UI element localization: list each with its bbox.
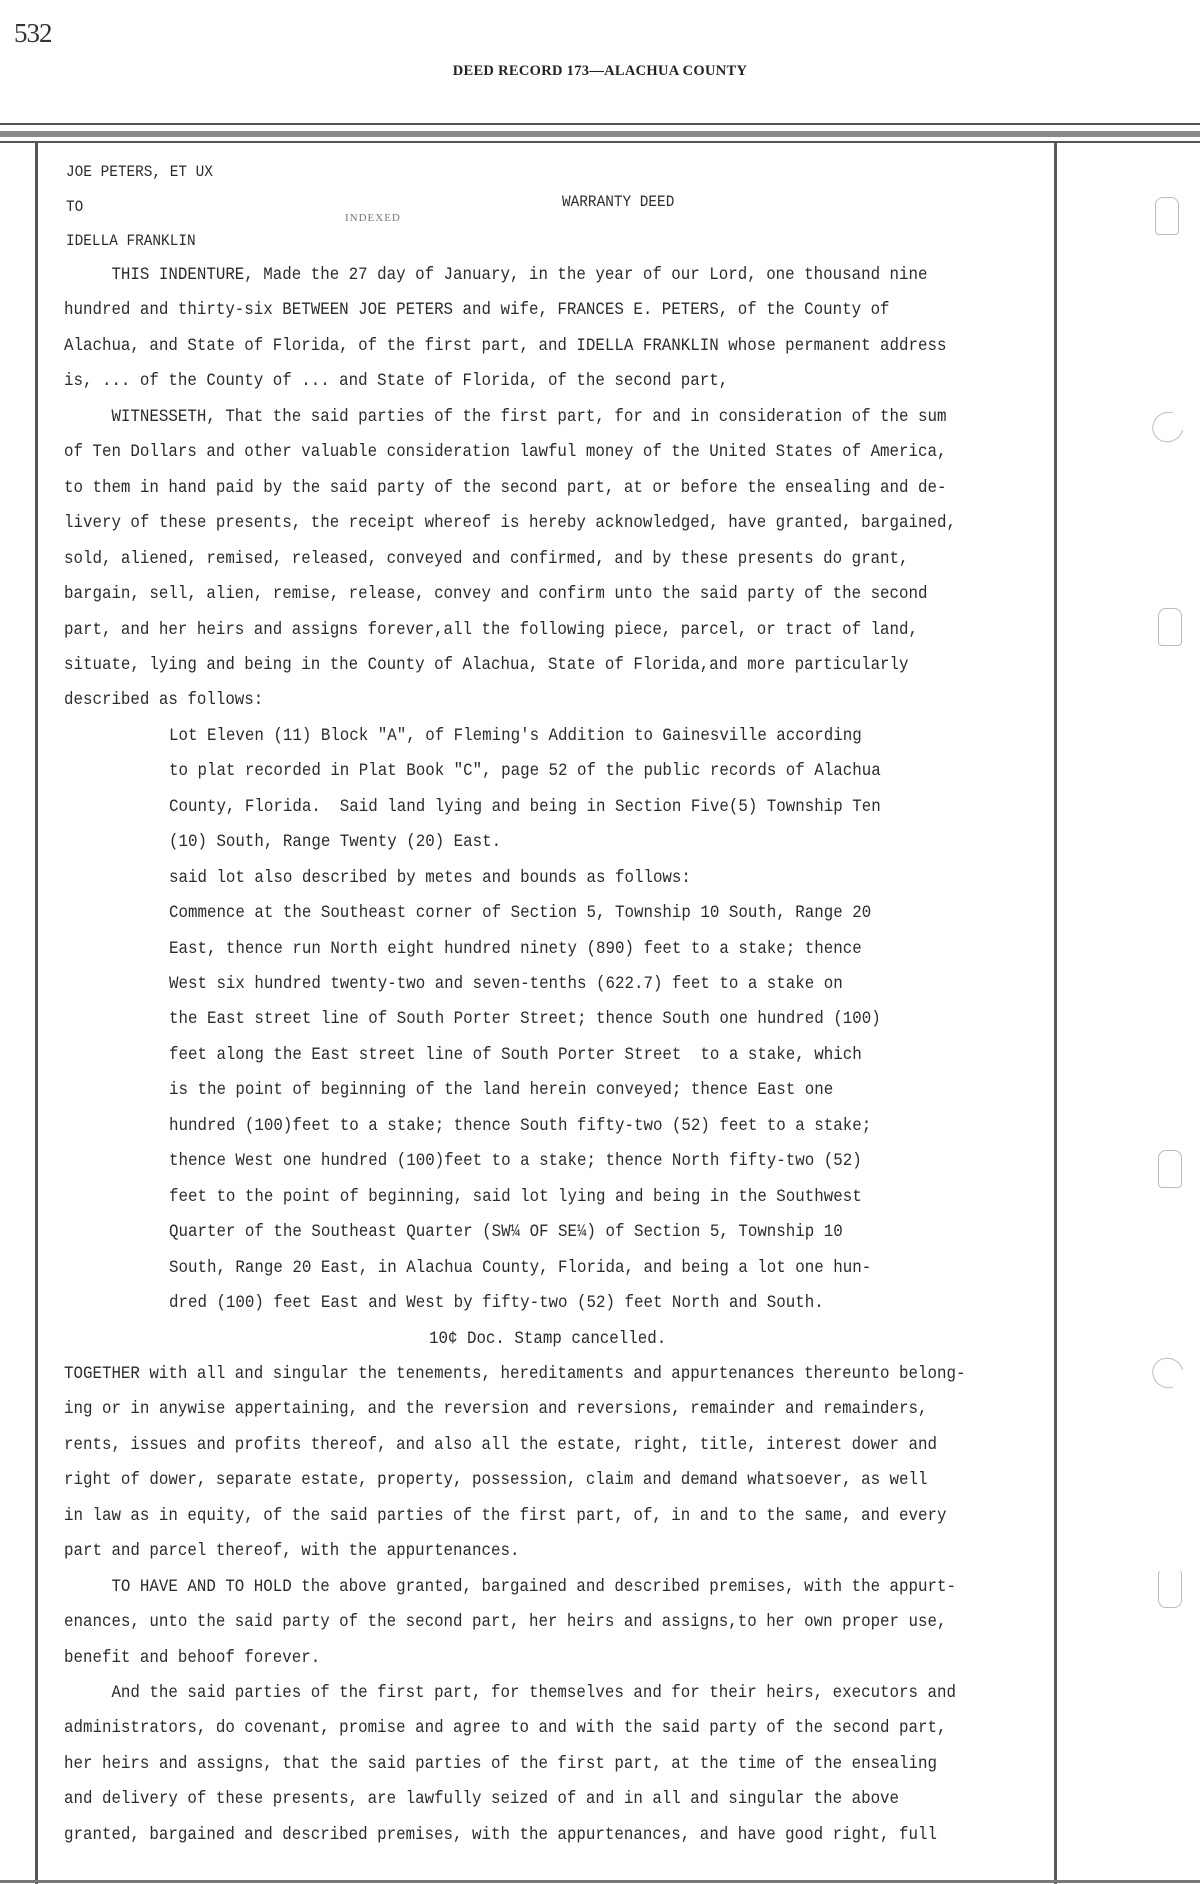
deed-text-line: part, and her heirs and assigns forever,all the following piece, parcel, or tract of land, (64, 620, 919, 640)
deed-text-line: bargain, sell, alien, remise, release, convey and confirm unto the said party of the second (64, 585, 928, 605)
legal-description-line: thence West one hundred (100)feet to a stake; thence North fifty-two (52) (169, 1152, 862, 1172)
binder-ring-icon (1147, 1352, 1190, 1394)
legal-description-line: Lot Eleven (11) Block "A", of Fleming's Addition to Gainesville according (169, 726, 862, 746)
deed-text-line: right of dower, separate estate, property, possession, claim and demand whatsoever, as well (64, 1471, 928, 1491)
deed-text-line: part and parcel thereof, with the appurtenances. (64, 1542, 520, 1562)
deed-text-line: ing or in anywise appertaining, and the reversion and reversions, remainder and remainders, (64, 1400, 928, 1420)
header-rule-thick (0, 131, 1200, 137)
indexed-stamp: INDEXED (345, 212, 401, 224)
deed-text-line: Alachua, and State of Florida, of the first part, and IDELLA FRANKLIN whose permanent address (64, 336, 947, 356)
deed-text-line: enances, unto the said party of the second part, her heirs and assigns,to her own proper use, (64, 1613, 947, 1633)
deed-text-line: THIS INDENTURE, Made the 27 day of January, in the year of our Lord, one thousand nine (64, 266, 928, 285)
legal-description-line: is the point of beginning of the land herein conveyed; thence East one (169, 1081, 834, 1101)
deed-text-line: TO HAVE AND TO HOLD the above granted, bargained and described premises, with the appurt- (64, 1577, 956, 1597)
deed-text-line: sold, aliened, remised, released, conveyed and confirmed, and by these presents do grant, (64, 549, 909, 569)
deed-text-line: is, ... of the County of ... and State of Florida, of the second part, (64, 372, 729, 392)
caption-grantee: IDELLA FRANKLIN (66, 232, 196, 250)
deed-text-line: And the said parties of the first part, for themselves and for their heirs, executors and (64, 1684, 956, 1703)
deed-text-line: described as follows: (64, 691, 264, 711)
binder-ring-icon (1147, 406, 1190, 448)
legal-description-line: to plat recorded in Plat Book "C", page 52 of the public records of Alachua (169, 762, 881, 782)
deed-text-line: livery of these presents, the receipt whereof is hereby acknowledged, have granted, bargained, (64, 514, 956, 534)
legal-description-line: Commence at the Southeast corner of Section 5, Township 10 South, Range 20 (169, 904, 872, 924)
page-border-right (1054, 143, 1057, 1884)
binder-ring-icon (1158, 608, 1182, 646)
deed-text-line: of Ten Dollars and other valuable consideration lawful money of the United States of America, (64, 443, 947, 463)
deed-text-line: and delivery of these presents, are lawfully seized of and in all and singular the above (64, 1790, 900, 1810)
binder-ring-icon (1158, 1570, 1182, 1608)
binder-ring-icon (1158, 1150, 1182, 1188)
running-head: DEED RECORD 173—ALACHUA COUNTY (452, 63, 748, 79)
header-rule-bottom (0, 141, 1200, 143)
doc-stamp-note: 10¢ Doc. Stamp cancelled. (429, 1329, 667, 1349)
legal-description-line: hundred (100)feet to a stake; thence South fifty-two (52) feet to a stake; (169, 1116, 872, 1136)
legal-description-line: feet along the East street line of South Porter Street to a stake, which (169, 1045, 862, 1065)
legal-description-line: County, Florida. Said land lying and being in Section Five(5) Township Ten (169, 797, 881, 817)
legal-description-line: (10) South, Range Twenty (20) East. (169, 833, 502, 853)
deed-text-line: benefit and behoof forever. (64, 1648, 321, 1668)
deed-text-line: rents, issues and profits thereof, and also all the estate, right, title, interest dower and (64, 1435, 937, 1455)
caption-doc-type: WARRANTY DEED (562, 193, 675, 211)
legal-description-line: West six hundred twenty-two and seven-tenths (622.7) feet to a stake on (169, 975, 843, 994)
legal-description-line: South, Range 20 East, in Alachua County, Florida, and being a lot one hun- (169, 1258, 872, 1278)
deed-text-line: WITNESSETH, That the said parties of the first part, for and in consideration of the sum (64, 407, 947, 427)
binder-ring-icon (1155, 197, 1179, 235)
page-number: 532 (14, 18, 52, 48)
deed-text-line: to them in hand paid by the said party of the second part, at or before the ensealing and de- (64, 478, 947, 498)
deed-text-line: hundred and thirty-six BETWEEN JOE PETERS and wife, FRANCES E. PETERS, of the County of (64, 301, 890, 321)
footer-rule (0, 1880, 1200, 1883)
deed-text-line: her heirs and assigns, that the said parties of the first part, at the time of the ensealing (64, 1754, 937, 1774)
legal-description-line: the East street line of South Porter Street; thence South one hundred (100) (169, 1010, 881, 1030)
deed-text-line: in law as in equity, of the said parties of the first part, of, in and to the same, and every (64, 1506, 947, 1526)
legal-description-line: feet to the point of beginning, said lot lying and being in the Southwest (169, 1187, 862, 1207)
legal-description-line: dred (100) feet East and West by fifty-two (52) feet North and South. (169, 1294, 824, 1314)
deed-text-line: TOGETHER with all and singular the tenements, hereditaments and appurtenances thereunto belong- (64, 1364, 966, 1384)
legal-description-line: said lot also described by metes and bounds as follows: (169, 868, 691, 888)
page-border-left (35, 143, 38, 1884)
deed-text-line: granted, bargained and described premises, with the appurtenances, and have good right, full (64, 1825, 937, 1845)
caption-to: TO (66, 198, 84, 216)
caption-grantor: JOE PETERS, ET UX (66, 163, 213, 181)
deed-text-line: situate, lying and being in the County of Alachua, State of Florida,and more particularly (64, 655, 909, 675)
legal-description-line: East, thence run North eight hundred ninety (890) feet to a stake; thence (169, 939, 862, 959)
legal-description-line: Quarter of the Southeast Quarter (SW¼ OF SE¼) of Section 5, Township 10 (169, 1223, 843, 1243)
deed-text-line: administrators, do covenant, promise and agree to and with the said party of the second part, (64, 1719, 947, 1739)
header-rule-top (0, 123, 1200, 125)
